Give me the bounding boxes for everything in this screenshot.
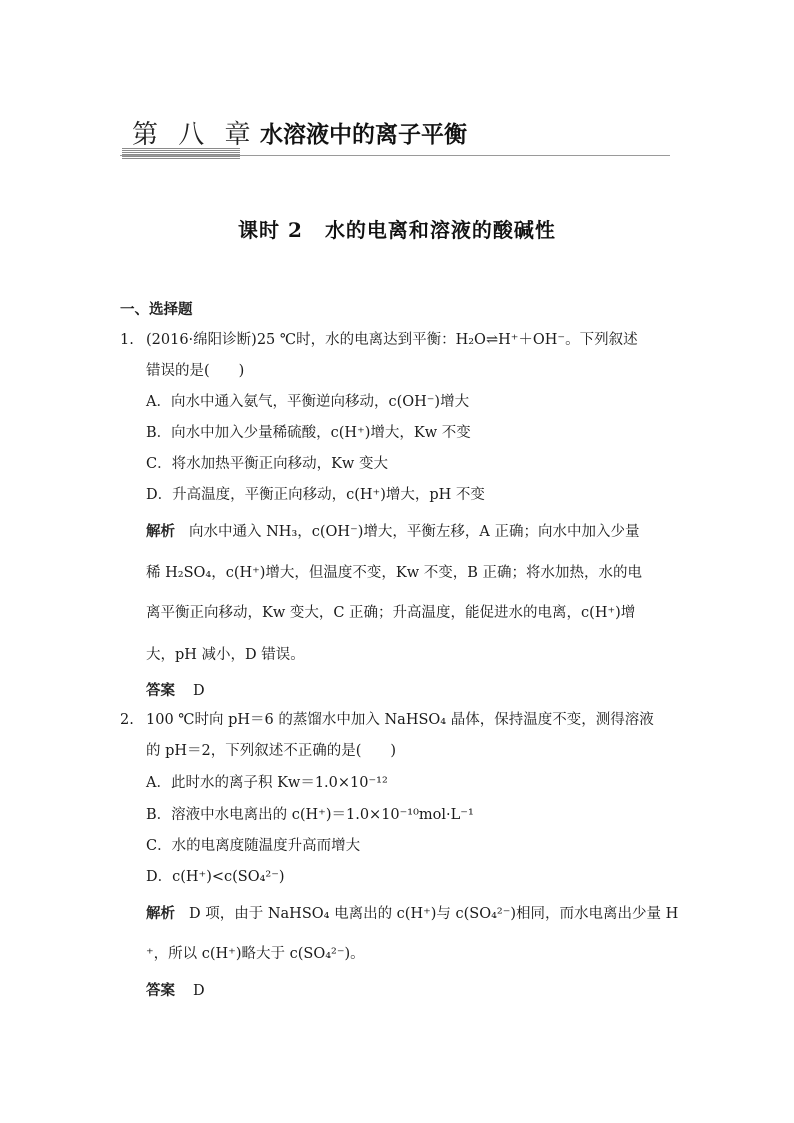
q1-option-c: C．将水加热平衡正向移动，Kw 变大 [146, 456, 388, 472]
q2-answer-value: D [193, 983, 205, 999]
q2-answer [146, 981, 205, 1001]
q1-analysis-line: 稀 H₂SO₄，c(H⁺)增大，但温度不变，Kw 不变，B 正确；将水加热，水的电 [146, 565, 643, 581]
lesson-title: 水的电离和溶液的酸碱性 [324, 218, 556, 242]
q2-answer-label: 答案 [146, 983, 175, 999]
q1-option-a: A．向水中通入氨气，平衡逆向移动，c(OH⁻)增大 [146, 394, 470, 410]
q1-analysis-label: 解析 [146, 524, 175, 540]
chapter-title: 水溶液中的离子平衡 [260, 122, 467, 148]
q1-analysis-line [146, 522, 639, 542]
section-title: 一、选择题 [120, 301, 193, 318]
q2-stem-line: 的 pH＝2，下列叙述不正确的是( ) [146, 743, 397, 759]
q2-analysis-label: 解析 [146, 906, 175, 922]
lesson-number: 课时 2 [238, 218, 303, 242]
q1-analysis-text: 向水中通入 NH₃，c(OH⁻)增大，平衡左移，A 正确；向水中加入少量 [189, 524, 640, 540]
q2-number: 2. [120, 712, 134, 728]
header-rule [120, 155, 670, 156]
q1-analysis-line: 离平衡正向移动，Kw 变大，C 正确；升高温度，能促进水的电离，c(H⁺)增 [146, 605, 636, 621]
lesson-heading [0, 214, 794, 243]
q2-option-b: B．溶液中水电离出的 c(H⁺)＝1.0×10⁻¹⁰mol·L⁻¹ [146, 807, 474, 823]
q2-analysis-text: D 项，由于 NaHSO₄ 电离出的 c(H⁺)与 c(SO₄²⁻)相同，而水电离出少量 H [189, 906, 679, 922]
q2-option-c: C．水的电离度随温度升高而增大 [146, 838, 361, 854]
q2-analysis-line [146, 904, 678, 924]
q2-option-d: D．c(H⁺)<c(SO₄²⁻) [146, 869, 285, 885]
q1-stem-line: 错误的是( ) [146, 363, 245, 379]
q1-answer [146, 681, 205, 701]
chapter-header [120, 112, 670, 164]
q2-analysis-line: ⁺，所以 c(H⁺)略大于 c(SO₄²⁻)。 [146, 946, 365, 962]
q1-answer-label: 答案 [146, 683, 175, 699]
q1-answer-value: D [193, 683, 205, 699]
q1-stem-line: (2016·绵阳诊断)25 ℃时，水的电离达到平衡：H₂O⇌H⁺＋OH⁻。下列叙述 [146, 332, 638, 348]
q1-option-d: D．升高温度，平衡正向移动，c(H⁺)增大，pH 不变 [146, 487, 485, 503]
chapter-label: 第 八 章 [132, 120, 257, 150]
q1-number: 1. [120, 332, 134, 348]
q1-analysis-line: 大，pH 减小，D 错误。 [146, 647, 305, 663]
q1-option-b: B．向水中加入少量稀硫酸，c(H⁺)增大，Kw 不变 [146, 425, 471, 441]
q2-option-a: A．此时水的离子积 Kw＝1.0×10⁻¹² [146, 775, 388, 791]
q2-stem-line: 100 ℃时向 pH＝6 的蒸馏水中加入 NaHSO₄ 晶体，保持温度不变，测得溶液 [146, 712, 654, 728]
